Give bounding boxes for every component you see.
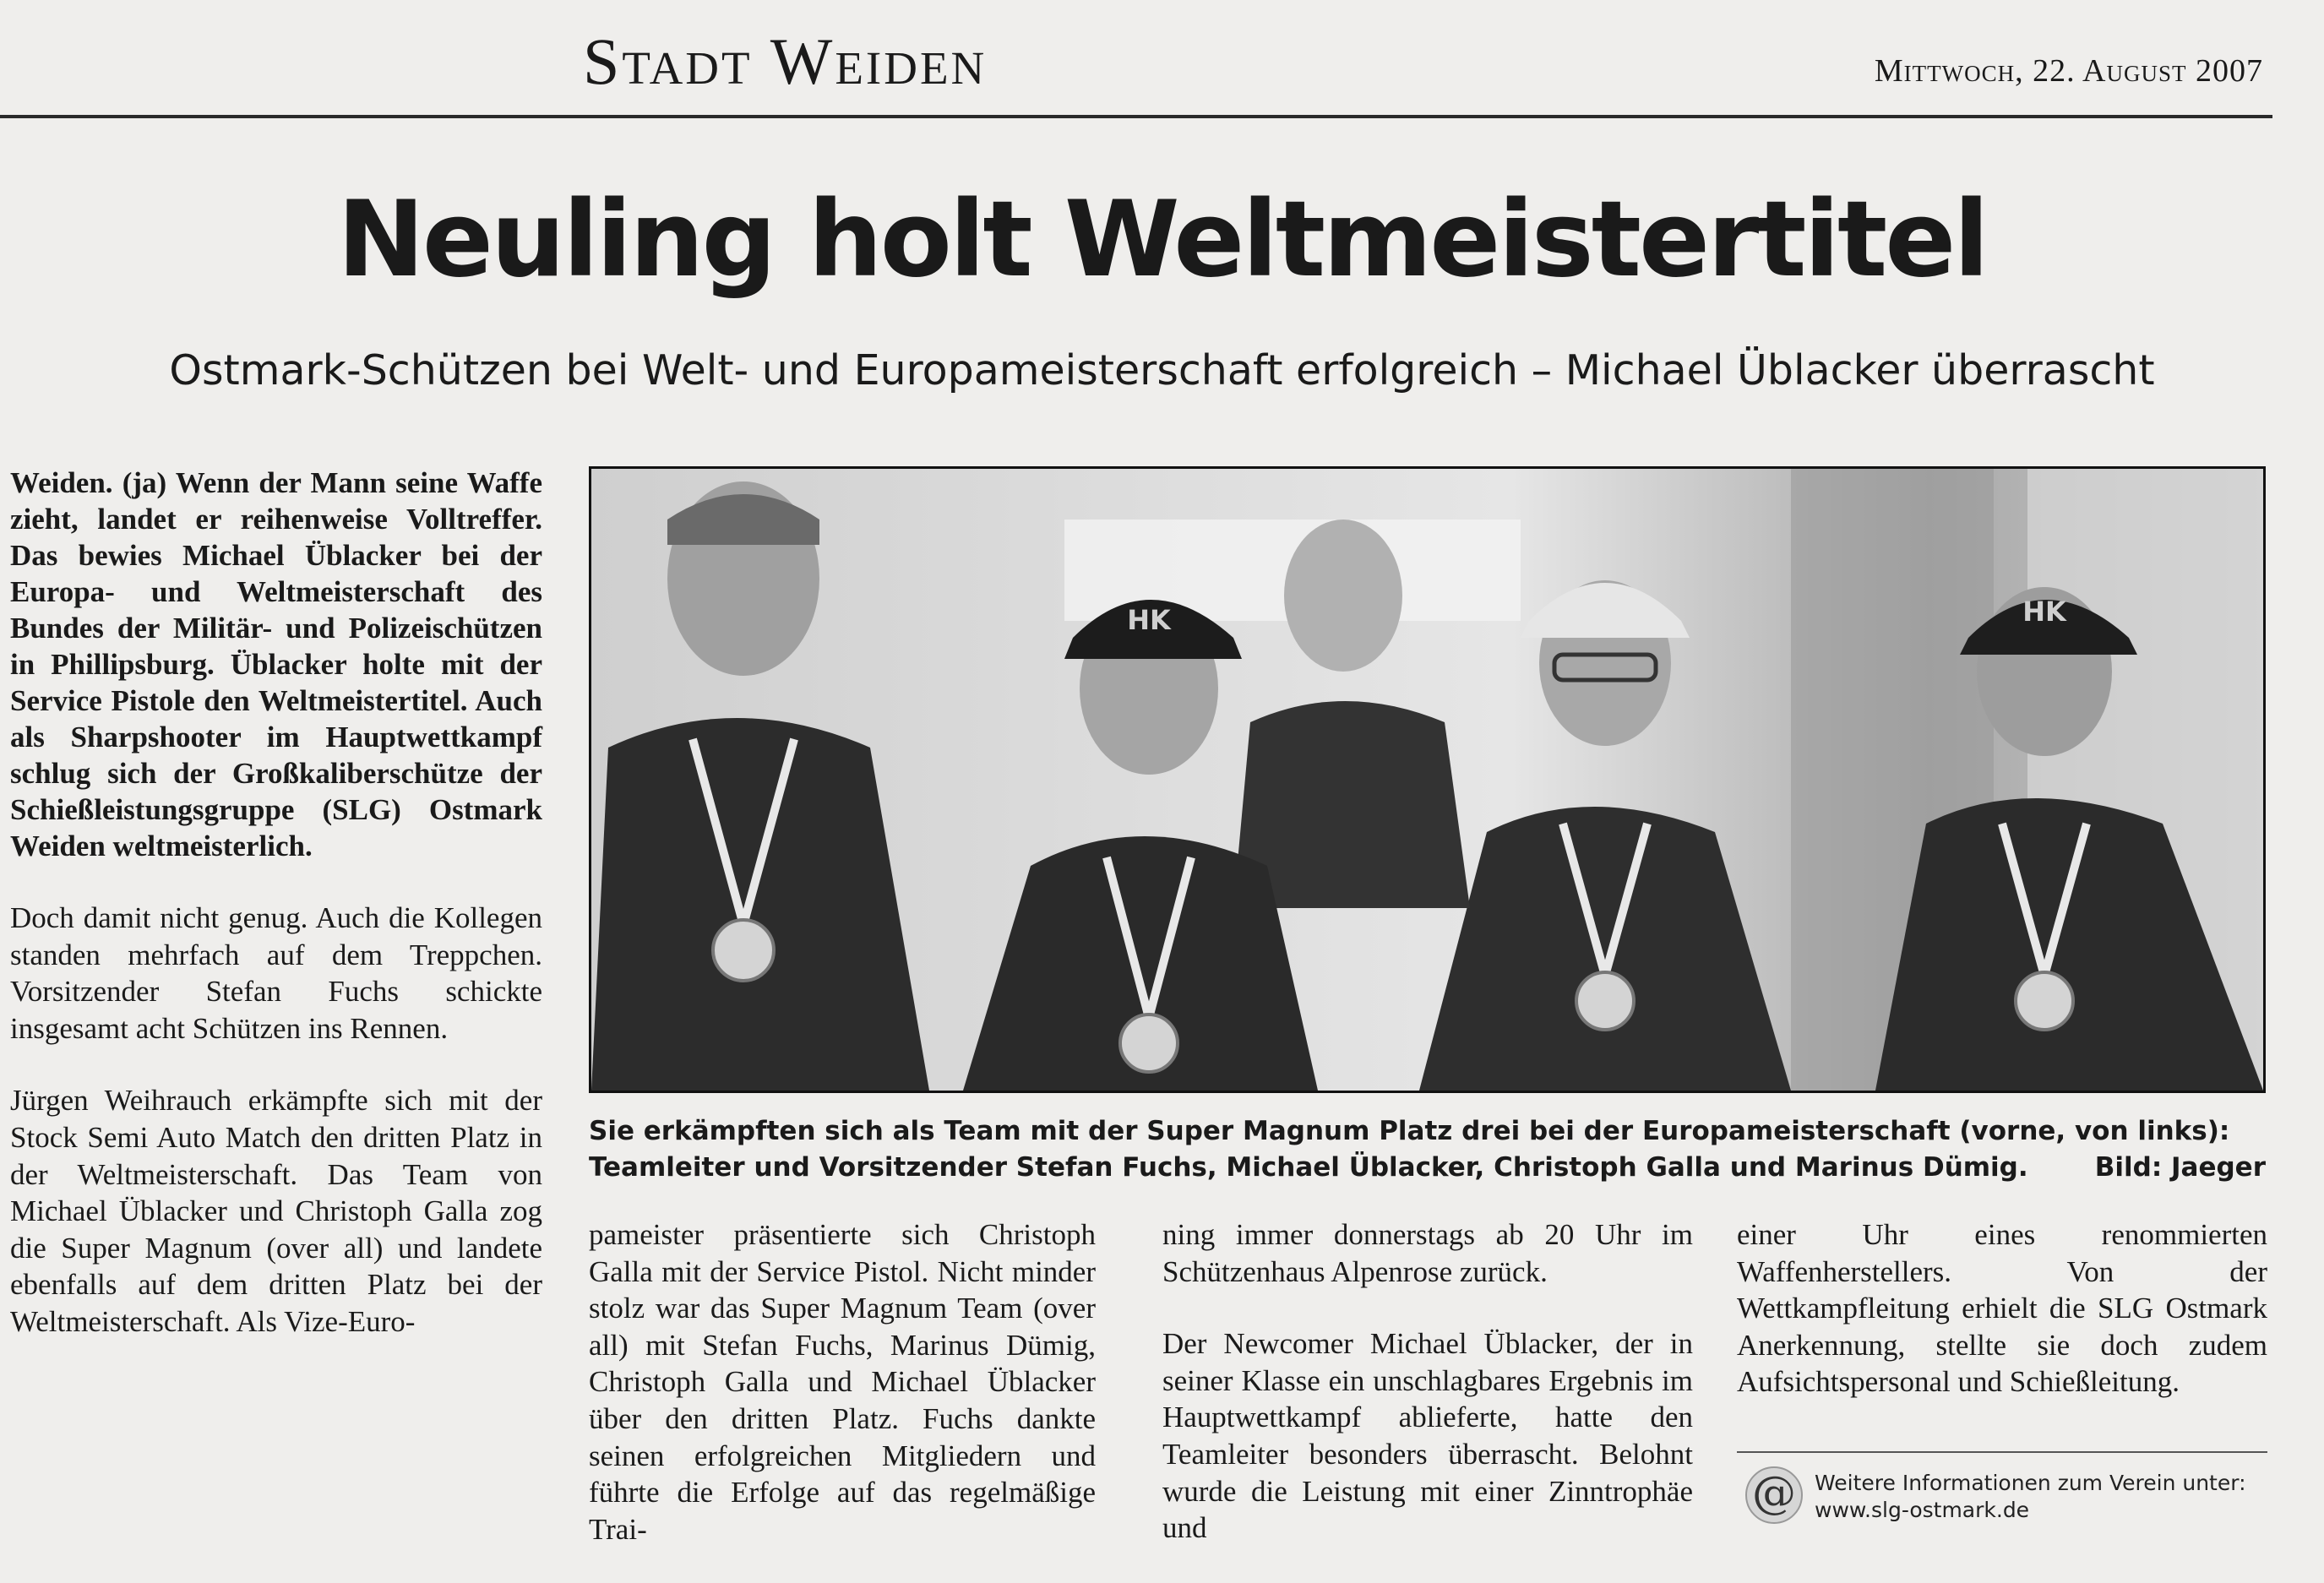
article-paragraph: ning immer donnerstags ab 20 Uhr im Schützenhaus Alpenrose zurück.: [1162, 1218, 1693, 1288]
article-paragraph: Doch damit nicht genug. Auch die Kollegen standen mehrfach auf dem Treppchen. Vorsitzender Stefan Fuchs schickte insgesamt acht Schützen ins Rennen.: [10, 901, 542, 1045]
article-column-2: [589, 1216, 1096, 1583]
article-column-1: [10, 465, 542, 1376]
header-rule: [0, 115, 2272, 118]
team-photo: [589, 466, 2266, 1093]
section-title: Stadt Weiden: [583, 24, 988, 98]
at-sign-icon: @: [1745, 1466, 1803, 1524]
article-paragraph: pameister präsentierte sich Christoph Galla mit der Service Pistol. Nicht minder stolz war das Super Magnum Team (over all) mit Stefan Fuchs, Marinus Dümig, Christoph Galla und Michael Üblacker über den dritten Platz. Fuchs dankte seinen erfolgreichen Mitgliedern und führte die Erfolge auf das regelmäßige Trai-: [589, 1218, 1096, 1546]
info-url[interactable]: www.slg-ostmark.de: [1815, 1498, 2030, 1522]
team-photo-illustration: [591, 469, 2263, 1091]
info-box-rule: [1737, 1451, 2267, 1453]
info-text: [1815, 1470, 2246, 1524]
article-paragraph: einer Uhr eines renommierten Waffenherstellers. Von der Wettkampfleitung erhielt die SLG Ostmark Anerkennung, stellte sie doch zudem Aufsichtspersonal und Schießleitung.: [1737, 1218, 2267, 1399]
article-column-4: [1737, 1216, 2267, 1436]
photo-caption: [589, 1113, 2266, 1186]
headline: Neuling holt Weltmeistertitel: [337, 179, 1987, 301]
photo-caption-text: Sie erkämpften sich als Team mit der Super Magnum Platz drei bei der Europameisterschaft (vorne, von links): Teamleiter und Vorsitzender Stefan Fuchs, Michael Üblacker, Christoph Galla und Marinus Dümig.: [589, 1116, 2230, 1183]
issue-date: Mittwoch, 22. August 2007: [1874, 53, 2263, 89]
article-column-3: [1162, 1216, 1693, 1582]
article-lead: Weiden. (ja) Wenn der Mann seine Waffe zieht, landet er reihenweise Volltreffer. Das bewies Michael Üblacker bei der Europa- und Weltmeisterschaft des Bundes der Militär- und Polizeischützen in Phillipsburg. Üblacker holte mit der Service Pistole den Weltmeistertitel. Auch als Sharpshooter im Hauptwettkampf schlug sich der Großkaliberschütze der Schießleistungsgruppe (SLG) Ostmark Weiden weltmeisterlich.: [10, 466, 542, 862]
cap-logo: HK: [2022, 596, 2066, 628]
info-box: [1737, 1463, 2267, 1531]
info-line-1: Weitere Informationen zum Verein unter:: [1815, 1471, 2246, 1495]
photo-credit: Bild: Jaeger: [2094, 1152, 2266, 1183]
article-paragraph: Jürgen Weihrauch erkämpfte sich mit der Stock Semi Auto Match den dritten Platz in der Weltmeisterschaft. Das Team von Michael Üblacker und Christoph Galla zog die Super Magnum (over all) und landete ebenfalls auf dem dritten Platz bei der Weltmeisterschaft. Als Vize-Euro-: [10, 1084, 542, 1338]
cap-logo: HK: [1127, 604, 1171, 636]
article-paragraph: Der Newcomer Michael Üblacker, der in seiner Klasse ein unschlagbares Ergebnis im Hauptwettkampf ablieferte, hatte den Teamleiter besonders überrascht. Belohnt wurde die Leistung mit einer Zinntrophäe und: [1162, 1327, 1693, 1545]
subheadline: Ostmark-Schützen bei Welt- und Europameisterschaft erfolgreich – Michael Üblacker überrascht: [169, 346, 2155, 394]
